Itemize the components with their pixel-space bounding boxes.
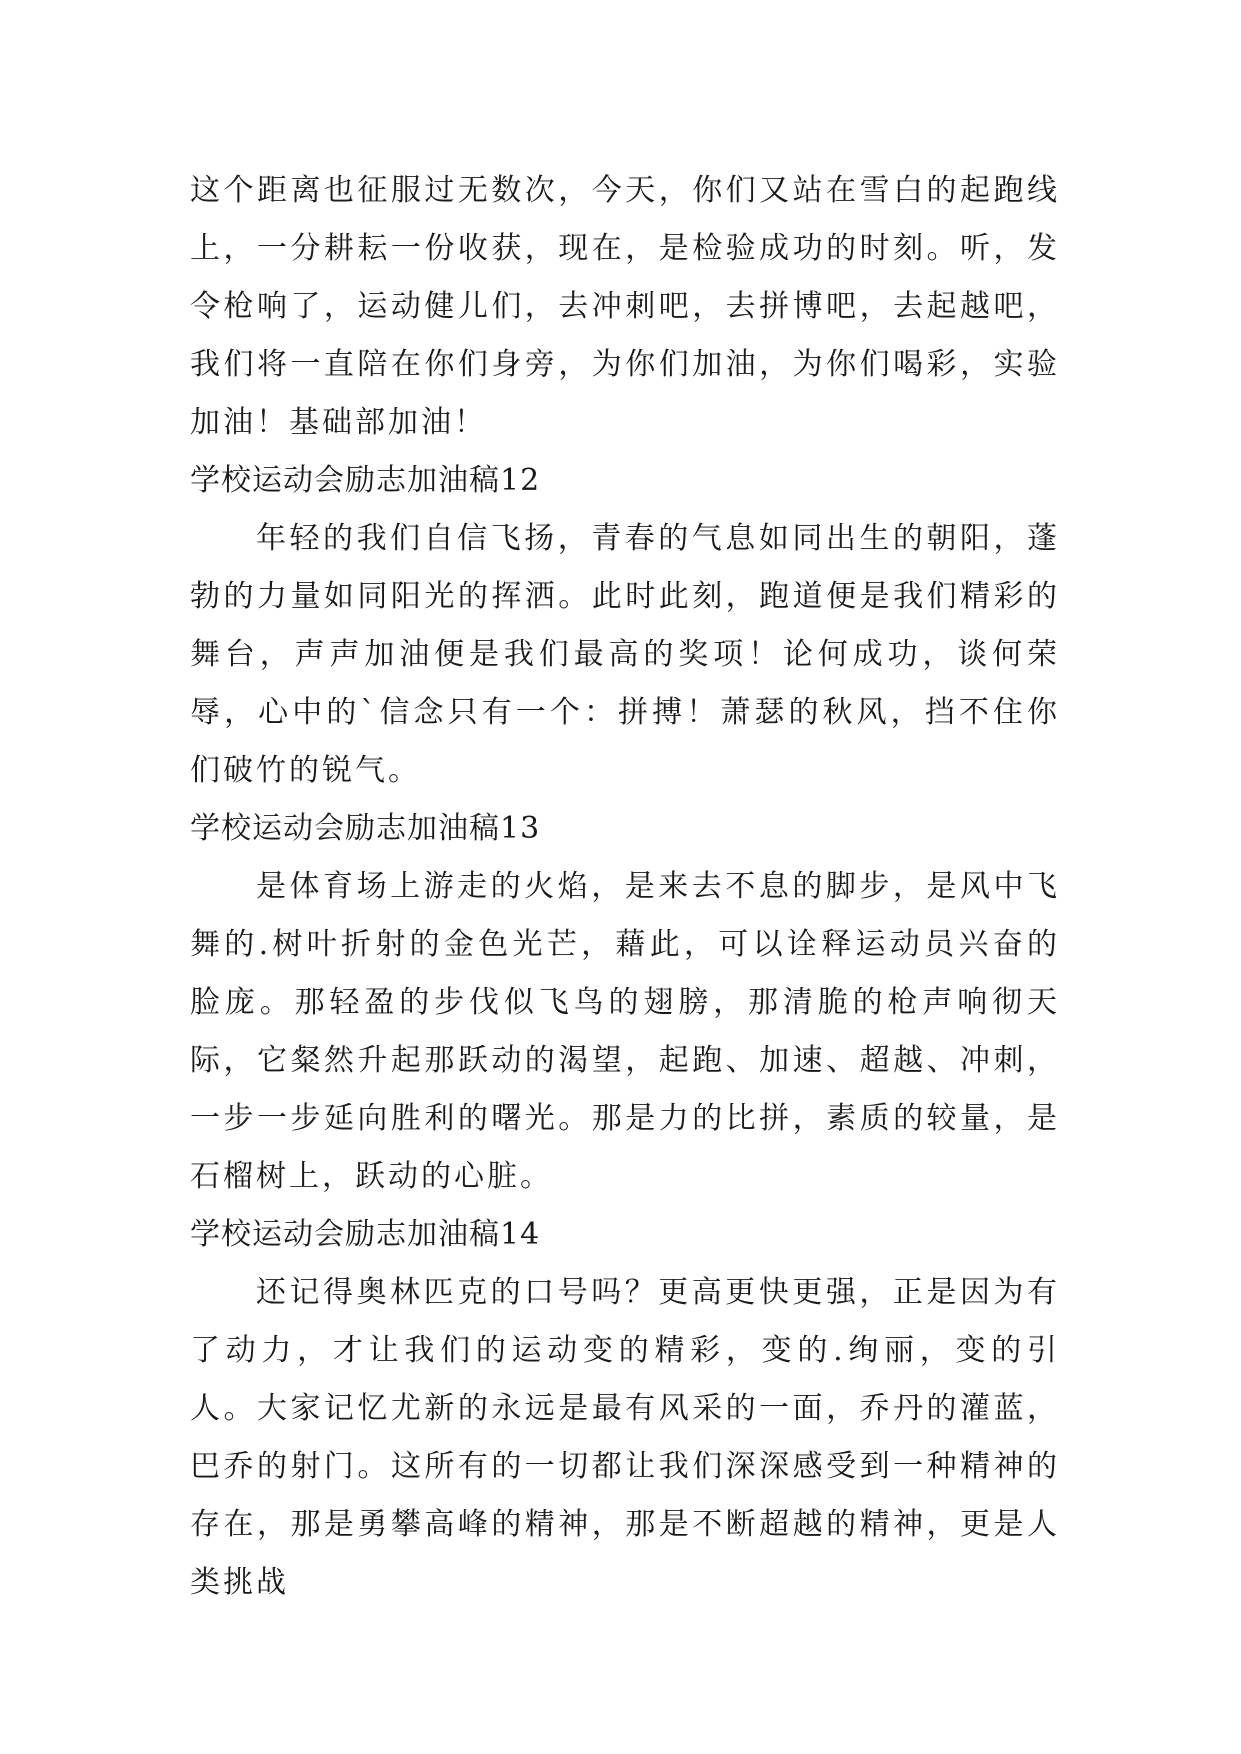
section-body-12: 年轻的我们自信飞扬，青春的气息如同出生的朝阳，蓬勃的力量如同阳光的挥洒。此时此刻，跑道便是我们精彩的舞台，声声加油便是我们最高的奖项！论何成功，谈何荣辱，心中的`信念只有一个：拼搏！萧瑟的秋风，挡不住你们破竹的锐气。 xyxy=(190,521,1060,788)
section-heading-14: 学校运动会励志加油稿14 xyxy=(190,1217,541,1252)
section-body-13: 是体育场上游走的火焰，是来去不息的脚步，是风中飞舞的.树叶折射的金色光芒，藉此，可以诠释运动员兴奋的脸庞。那轻盈的步伐似飞鸟的翅膀，那清脆的枪声响彻天际，它粲然升起那跃动的渴望，起跑、加速、超越、冲刺，一步一步延向胜利的曙光。那是力的比拼，素质的较量，是石榴树上，跃动的心脏。 xyxy=(190,869,1060,1194)
section-heading-13: 学校运动会励志加油稿13 xyxy=(190,811,541,846)
intro-paragraph: 这个距离也征服过无数次，今天，你们又站在雪白的起跑线上，一分耕耘一份收获，现在，是检验成功的时刻。听，发令枪响了，运动健儿们，去冲刺吧，去拼博吧，去起越吧，我们将一直陪在你们身旁，为你们加油，为你们喝彩，实验加油！基础部加油！ xyxy=(190,173,1060,440)
document-body xyxy=(190,162,1060,1612)
section-heading-12: 学校运动会励志加油稿12 xyxy=(190,463,541,498)
section-body-14: 还记得奥林匹克的口号吗？更高更快更强，正是因为有了动力，才让我们的运动变的精彩，变的.绚丽，变的引人。大家记忆尤新的永远是最有风采的一面，乔丹的灌蓝，巴乔的射门。这所有的一切都让我们深深感受到一种精神的存在，那是勇攀高峰的精神，那是不断超越的精神，更是人类挑战 xyxy=(190,1275,1060,1600)
